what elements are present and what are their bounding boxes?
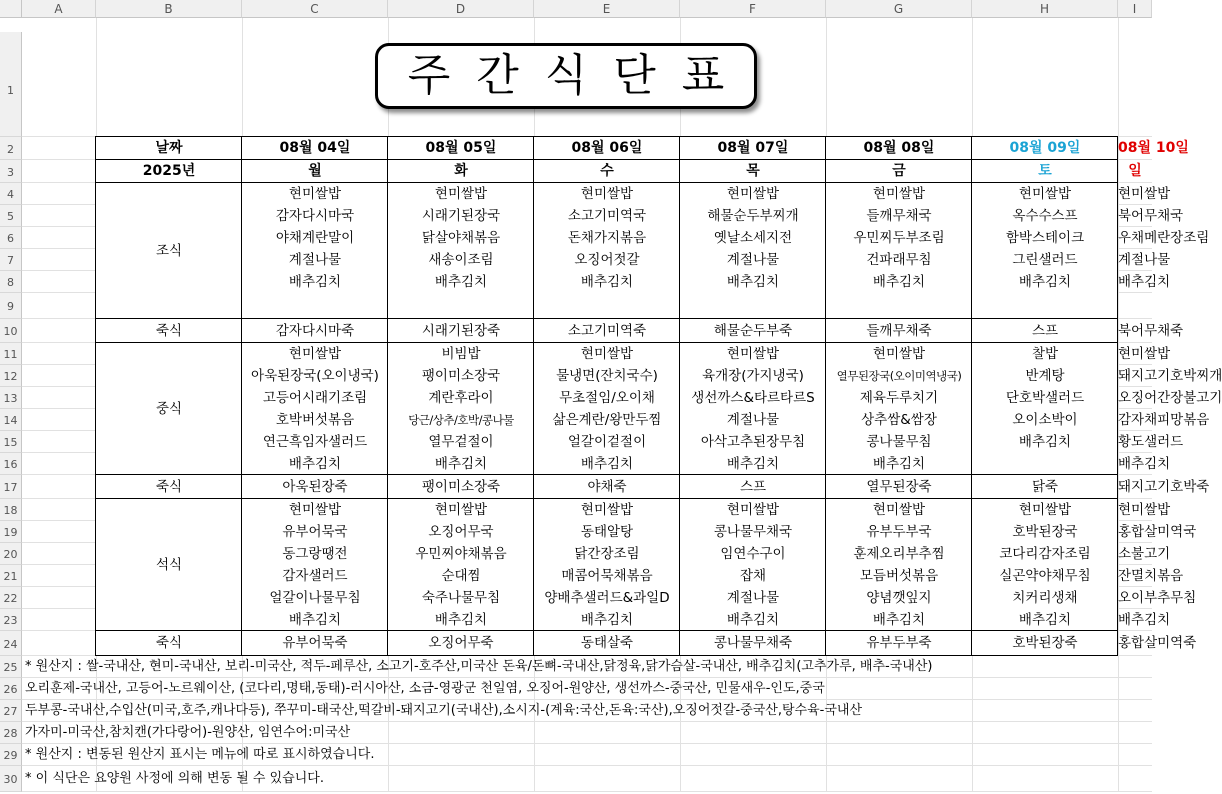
menu-item-breakfast: 오징어젓갈: [574, 252, 640, 268]
column-header-h[interactable]: H: [972, 0, 1118, 18]
menu-item-breakfast: 우민찌두부조림: [853, 230, 945, 246]
row-header-9[interactable]: 9: [0, 293, 22, 319]
table-border-v: [241, 136, 242, 656]
table-border-v: [387, 136, 388, 656]
row-header-27[interactable]: 27: [0, 700, 22, 722]
row-header-5[interactable]: 5: [0, 205, 22, 227]
menu-item-lunch: 연근흑임자샐러드: [262, 434, 368, 450]
table-border-v: [679, 136, 680, 656]
menu-item-lunch: 호박버섯볶음: [275, 412, 355, 428]
menu-item-lunch: 계란후라이: [428, 390, 494, 406]
menu-item-porridge: 팽이미소장죽: [421, 479, 501, 495]
menu-item-dinner: 배추김치: [434, 612, 488, 628]
meal-label-breakfast: 조식: [155, 243, 183, 259]
menu-item-lunch: 당근/상추/호박/콩나물: [408, 413, 514, 427]
row-header-12[interactable]: 12: [0, 365, 22, 387]
menu-item-lunch: 오징어간장불고기: [1118, 390, 1222, 406]
menu-item-dinner: 콩나물무채국: [713, 524, 793, 540]
menu-item-porridge: 소고기미역죽: [567, 323, 647, 339]
row-header-19[interactable]: 19: [0, 521, 22, 543]
menu-item-lunch: 배추김치: [872, 456, 926, 472]
menu-item-breakfast: 현미쌀밥: [434, 186, 488, 202]
menu-item-lunch: 오이소박이: [1012, 412, 1078, 428]
menu-item-porridge: 유부어묵죽: [282, 635, 348, 651]
column-header-a[interactable]: A: [22, 0, 96, 18]
menu-item-lunch: 현미쌀밥: [872, 346, 926, 362]
menu-item-breakfast: 야채계란말이: [275, 230, 355, 246]
menu-item-lunch: 현미쌀밥: [288, 346, 342, 362]
menu-item-porridge: 야채죽: [587, 479, 627, 495]
menu-item-breakfast: 배추김치: [1118, 274, 1171, 290]
menu-item-dinner: 배추김치: [288, 612, 342, 628]
menu-item-dinner: 현미쌀밥: [580, 502, 634, 518]
table-border-v: [971, 136, 972, 656]
menu-item-dinner: 오이부추무침: [1118, 590, 1197, 606]
menu-item-lunch: 아욱된장국(오이냉국): [251, 368, 379, 384]
menu-item-breakfast: 배추김치: [434, 274, 488, 290]
column-header-g[interactable]: G: [826, 0, 972, 18]
note-line: 오리훈제-국내산, 고등어-노르웨이산, (코다리,명태,동태)-러시아산, 소금-영광군 천일염, 오징어-원양산, 생선까스-중국산, 민물새우-인도,중국: [25, 681, 825, 696]
menu-item-dinner: 현미쌀밥: [1118, 502, 1171, 518]
date-label: 날짜: [155, 140, 183, 156]
menu-item-lunch: 비빔밥: [441, 346, 481, 362]
table-border-h: [95, 474, 1118, 475]
date-cell: 08월 05일: [425, 140, 497, 156]
menu-item-lunch: 팽이미소장국: [421, 368, 501, 384]
row-header-10[interactable]: 10: [0, 319, 22, 343]
menu-item-breakfast: 건파래무침: [866, 252, 932, 268]
menu-item-breakfast: 배추김치: [726, 274, 780, 290]
column-header-e[interactable]: E: [534, 0, 680, 18]
menu-item-dinner: 양념깻잎지: [866, 590, 932, 606]
menu-item-lunch: 반계탕: [1025, 368, 1065, 384]
row-header-25[interactable]: 25: [0, 656, 22, 678]
menu-item-lunch: 아삭고추된장무침: [700, 434, 806, 450]
note-line: 가자미-미국산,참치캔(가다랑어)-원양산, 임연수어:미국산: [25, 725, 351, 740]
menu-item-breakfast: 현미쌀밥: [1118, 186, 1171, 202]
menu-item-dinner: 홍합살미역국: [1118, 524, 1197, 540]
menu-item-breakfast: [972, 293, 1118, 319]
menu-item-breakfast: 현미쌀밥: [872, 186, 926, 202]
menu-item-breakfast: 감자다시마국: [275, 208, 355, 224]
date-cell: 08월 07일: [717, 140, 789, 156]
menu-item-lunch: 열무된장국(오이미역냉국): [836, 369, 962, 383]
menu-item-dinner: 잡채: [739, 568, 767, 584]
row-header-4[interactable]: 4: [0, 183, 22, 205]
row-header-28[interactable]: 28: [0, 722, 22, 744]
menu-item-dinner: 계절나물: [726, 590, 780, 606]
menu-item-dinner: 배추김치: [872, 612, 926, 628]
row-header-20[interactable]: 20: [0, 543, 22, 565]
row-header-26[interactable]: 26: [0, 678, 22, 700]
menu-item-porridge: 북어무채죽: [1118, 323, 1184, 339]
table-border-h: [95, 630, 1118, 631]
menu-item-porridge: 동태살죽: [580, 635, 634, 651]
row-header-2[interactable]: 2: [0, 137, 22, 160]
menu-item-lunch: 제육두루치기: [859, 390, 939, 406]
menu-item-lunch: 무초절임/오이채: [559, 390, 655, 406]
menu-item-dinner: 배추김치: [580, 612, 634, 628]
date-cell: 08월 04일: [279, 140, 351, 156]
menu-item-breakfast: 우채메란장조림: [1118, 230, 1210, 246]
meal-label-porridge: 죽식: [155, 479, 183, 495]
menu-item-porridge: 시래기된장죽: [421, 323, 501, 339]
menu-item-breakfast: [826, 293, 972, 319]
menu-item-breakfast: 배추김치: [580, 274, 634, 290]
meal-label-dinner: 석식: [155, 557, 183, 573]
note-line: 두부콩-국내산,수입산(미국,호주,캐나다등), 쭈꾸미-태국산,떡갈비-돼지고기(국내산),소시지-(계육:국산,돈육:국산),오징어젓갈-중국산,탕수육-국내산: [25, 703, 863, 718]
menu-item-porridge: 스프: [1031, 323, 1059, 339]
menu-item-breakfast: 닭살야채볶음: [421, 230, 501, 246]
date-cell: 08월 09일: [1009, 140, 1081, 156]
menu-item-breakfast: 계절나물: [726, 252, 780, 268]
note-line: * 원산지 : 변동된 원산지 표시는 메뉴에 따로 표시하였습니다.: [25, 747, 375, 762]
menu-item-dinner: 배추김치: [1018, 612, 1072, 628]
menu-item-porridge: 아욱된장죽: [282, 479, 348, 495]
table-border-v: [825, 136, 826, 656]
menu-item-dinner: 동태알탕: [580, 524, 634, 540]
menu-item-dinner: 유부두부국: [866, 524, 932, 540]
menu-item-porridge: 스프: [739, 479, 767, 495]
table-border-h: [95, 342, 1118, 343]
menu-item-breakfast: 배추김치: [1018, 274, 1072, 290]
date-cell: 08월 06일: [571, 140, 643, 156]
table-border-h: [95, 182, 1118, 183]
menu-item-dinner: 매콤어묵채볶음: [561, 568, 653, 584]
menu-item-breakfast: 소고기미역국: [567, 208, 647, 224]
row-header-29[interactable]: 29: [0, 744, 22, 766]
menu-item-breakfast: [388, 293, 534, 319]
menu-item-dinner: 배추김치: [726, 612, 780, 628]
table-border-v: [533, 136, 534, 656]
menu-item-breakfast: 현미쌀밥: [580, 186, 634, 202]
menu-item-dinner: 오징어무국: [428, 524, 494, 540]
menu-item-lunch: 찰밥: [1031, 346, 1059, 362]
menu-item-breakfast: 현미쌀밥: [288, 186, 342, 202]
menu-item-breakfast: 옥수수스프: [1012, 208, 1078, 224]
menu-item-dinner: 양배추샐러드&과일D: [544, 590, 670, 606]
menu-item-porridge: 해물순두부죽: [713, 323, 793, 339]
menu-item-breakfast: 계절나물: [288, 252, 342, 268]
menu-item-dinner: 우민찌야채볶음: [415, 546, 507, 562]
menu-item-lunch: 배추김치: [1018, 434, 1072, 450]
menu-item-porridge: 감자다시마죽: [275, 323, 355, 339]
row-header-13[interactable]: 13: [0, 387, 22, 409]
weekday-cell: 목: [746, 163, 760, 179]
menu-item-breakfast: 새송이조림: [428, 252, 494, 268]
row-header-16[interactable]: 16: [0, 453, 22, 475]
note-line: * 원산지 : 쌀-국내산, 현미-국내산, 보리-미국산, 적두-페루산, 소고기-호주산,미국산 돈육/돈뼈-국내산,닭정육,닭가슴살-국내산, 배추김치(고추가루, 배추-국내산): [25, 659, 933, 674]
menu-item-lunch: 배추김치: [580, 456, 634, 472]
meal-label-porridge: 죽식: [155, 323, 183, 339]
menu-item-lunch: 배추김치: [726, 456, 780, 472]
menu-item-breakfast: 시래기된장국: [421, 208, 501, 224]
weekday-cell: 수: [600, 163, 614, 179]
table-border-h: [95, 318, 1118, 319]
menu-item-lunch: 육개장(가지냉국): [702, 368, 804, 384]
menu-item-dinner: 실곤약야채무침: [999, 568, 1091, 584]
table-border-h: [95, 159, 1118, 160]
row-header-23[interactable]: 23: [0, 609, 22, 631]
menu-item-dinner: 소불고기: [1118, 546, 1171, 562]
menu-item-lunch: 배추김치: [1118, 456, 1171, 472]
menu-item-lunch: 현미쌀밥: [1118, 346, 1171, 362]
menu-item-porridge: 콩나물무채죽: [713, 635, 793, 651]
menu-item-breakfast: 현미쌀밥: [726, 186, 780, 202]
menu-item-breakfast: 그린샐러드: [1012, 252, 1078, 268]
menu-item-dinner: 훈제오리부추찜: [853, 546, 945, 562]
menu-item-dinner: 현미쌀밥: [872, 502, 926, 518]
date-cell: 08월 10일: [1118, 140, 1189, 156]
menu-item-breakfast: 배추김치: [288, 274, 342, 290]
menu-item-lunch: 돼지고기호박찌개: [1118, 368, 1222, 384]
menu-item-porridge: 오징어무죽: [428, 635, 494, 651]
menu-item-dinner: 치커리생채: [1012, 590, 1078, 606]
table-border-v: [1117, 136, 1118, 656]
page-title: 주간식단표: [375, 43, 757, 109]
menu-item-lunch: 현미쌀밥: [580, 346, 634, 362]
menu-item-dinner: 배추김치: [1118, 612, 1171, 628]
row-header-7[interactable]: 7: [0, 249, 22, 271]
menu-item-breakfast: 해물순두부찌개: [707, 208, 799, 224]
menu-item-dinner: 호박된장국: [1012, 524, 1078, 540]
table-border-h: [95, 498, 1118, 499]
row-header-15[interactable]: 15: [0, 431, 22, 453]
menu-item-lunch: 고등어시래기조림: [262, 390, 368, 406]
row-header-17[interactable]: 17: [0, 475, 22, 499]
menu-item-lunch: 배추김치: [434, 456, 488, 472]
menu-item-lunch: 물냉면(잔치국수): [556, 368, 658, 384]
menu-item-dinner: 얼갈이나물무침: [269, 590, 361, 606]
meal-label-lunch: 중식: [155, 401, 183, 417]
note-line: * 이 식단은 요양원 사정에 의해 변동 될 수 있습니다.: [25, 771, 324, 786]
row-header-14[interactable]: 14: [0, 409, 22, 431]
row-header-11[interactable]: 11: [0, 343, 22, 365]
menu-item-breakfast: 북어무채국: [1118, 208, 1184, 224]
menu-item-lunch: 열무겉절이: [428, 434, 494, 450]
menu-item-dinner: 숙주나물무침: [421, 590, 501, 606]
menu-item-lunch: 생선까스&타르타르S: [691, 390, 815, 406]
menu-item-breakfast: 배추김치: [872, 274, 926, 290]
menu-item-dinner: 코다리감자조림: [999, 546, 1091, 562]
menu-item-lunch: 계절나물: [726, 412, 780, 428]
menu-item-breakfast: [534, 293, 680, 319]
menu-item-breakfast: 현미쌀밥: [1018, 186, 1072, 202]
menu-item-breakfast: 돈채가지볶음: [567, 230, 647, 246]
row-header-18[interactable]: 18: [0, 499, 22, 521]
row-header-1[interactable]: 1: [0, 32, 22, 137]
menu-item-dinner: 모듬버섯볶음: [859, 568, 939, 584]
date-cell: 08월 08일: [863, 140, 935, 156]
menu-item-porridge: 들깨무채죽: [866, 323, 932, 339]
menu-item-porridge: 홍합살미역죽: [1118, 635, 1197, 651]
menu-item-dinner: 현미쌀밥: [1018, 502, 1072, 518]
weekday-cell: 토: [1038, 163, 1052, 179]
weekday-cell: 월: [308, 163, 322, 179]
menu-item-lunch: 상추쌈&쌈장: [861, 412, 937, 428]
menu-item-dinner: 현미쌀밥: [434, 502, 488, 518]
row-header-8[interactable]: 8: [0, 271, 22, 293]
menu-item-porridge: 닭죽: [1031, 479, 1059, 495]
menu-item-lunch: 얼갈이겉절이: [567, 434, 647, 450]
menu-item-dinner: 닭간장조림: [574, 546, 640, 562]
menu-item-dinner: 잔멸치볶음: [1118, 568, 1184, 584]
table-border-h: [95, 136, 1118, 137]
row-header-6[interactable]: 6: [0, 227, 22, 249]
weekday-cell: 화: [454, 163, 468, 179]
menu-item-lunch: 현미쌀밥: [726, 346, 780, 362]
menu-item-porridge: 열무된장죽: [866, 479, 932, 495]
menu-item-porridge: 호박된장죽: [1012, 635, 1078, 651]
menu-item-lunch: 배추김치: [288, 456, 342, 472]
menu-item-breakfast: 들깨무채국: [866, 208, 932, 224]
menu-item-porridge: 유부두부죽: [866, 635, 932, 651]
menu-item-lunch: 감자채피망볶음: [1118, 412, 1210, 428]
menu-item-breakfast: 함박스테이크: [1005, 230, 1085, 246]
row-header-22[interactable]: 22: [0, 587, 22, 609]
row-header-30[interactable]: 30: [0, 766, 22, 792]
menu-item-breakfast: [242, 293, 388, 319]
column-header-d[interactable]: D: [388, 0, 534, 18]
table-border-v: [95, 136, 96, 656]
weekday-cell: 금: [892, 163, 906, 179]
row-header-3[interactable]: 3: [0, 160, 22, 183]
menu-item-breakfast: [680, 293, 826, 319]
menu-item-porridge: 돼지고기호박죽: [1118, 479, 1210, 495]
menu-item-lunch: 황도샐러드: [1118, 434, 1184, 450]
menu-item-lunch: 콩나물무침: [866, 434, 932, 450]
row-header-24[interactable]: 24: [0, 631, 22, 656]
meal-label-porridge: 죽식: [155, 635, 183, 651]
row-header-21[interactable]: 21: [0, 565, 22, 587]
column-header-i[interactable]: I: [1118, 0, 1152, 18]
menu-item-lunch: 삶은계란/왕만두찜: [552, 412, 662, 428]
column-header-b[interactable]: B: [96, 0, 242, 18]
menu-item-dinner: 동그랑땡전: [282, 546, 348, 562]
column-header-c[interactable]: C: [242, 0, 388, 18]
year-label: 2025년: [142, 163, 196, 179]
menu-item-dinner: 유부어묵국: [282, 524, 348, 540]
menu-item-dinner: 현미쌀밥: [288, 502, 342, 518]
menu-item-breakfast: 계절나물: [1118, 252, 1171, 268]
menu-item-dinner: 감자샐러드: [282, 568, 348, 584]
menu-item-dinner: 임연수구이: [720, 546, 786, 562]
menu-item-lunch: 단호박샐러드: [1005, 390, 1085, 406]
menu-item-breakfast: 옛날소세지전: [713, 230, 793, 246]
weekday-cell: 일: [1128, 163, 1142, 179]
select-all-corner[interactable]: [0, 0, 22, 18]
menu-item-breakfast: [1118, 293, 1152, 319]
column-header-f[interactable]: F: [680, 0, 826, 18]
menu-item-dinner: 현미쌀밥: [726, 502, 780, 518]
menu-item-lunch: [972, 453, 1118, 475]
menu-item-dinner: 순대찜: [441, 568, 481, 584]
